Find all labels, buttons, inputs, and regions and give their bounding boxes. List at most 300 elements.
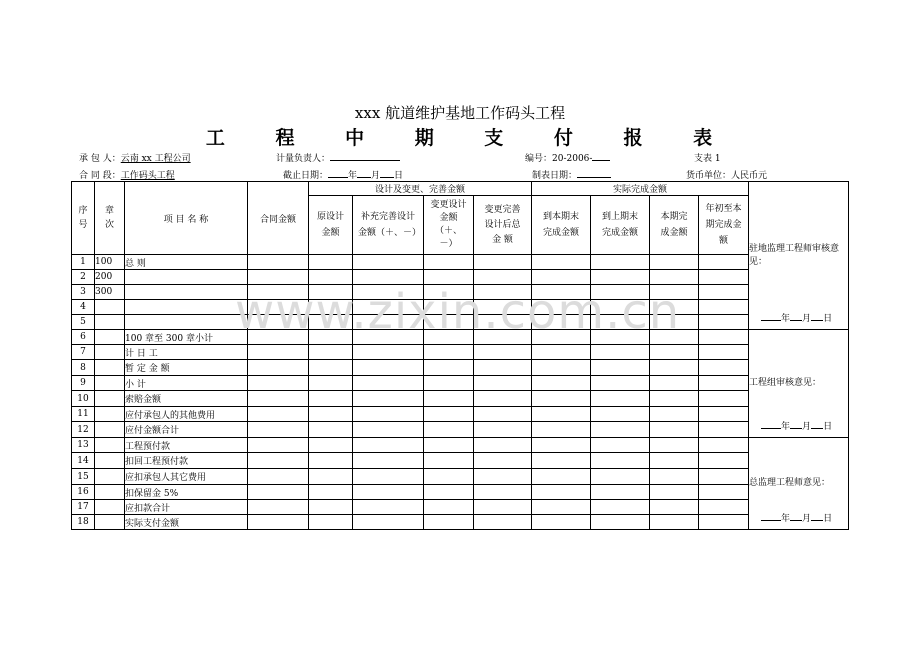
row-seq: 15 bbox=[72, 469, 95, 485]
row-item-name: 100 章至 300 章小计 bbox=[125, 330, 248, 345]
amount-cell bbox=[532, 485, 591, 500]
row-item-name: 应付金额合计 bbox=[125, 422, 248, 438]
amount-cell bbox=[699, 469, 749, 485]
amount-cell bbox=[650, 515, 699, 530]
amount-cell bbox=[650, 270, 699, 285]
amount-cell bbox=[591, 485, 650, 500]
row-chapter: 300 bbox=[95, 285, 125, 300]
amount-cell bbox=[309, 469, 353, 485]
chief-engineer-date-blank-4 bbox=[811, 511, 823, 521]
group-actual: 实际完成金额 bbox=[532, 182, 749, 196]
amount-cell bbox=[424, 330, 474, 345]
amount-cell bbox=[424, 407, 474, 422]
amount-cell bbox=[353, 422, 424, 438]
table-row bbox=[72, 360, 849, 376]
row-item-name: 应付承包人的其他费用 bbox=[125, 407, 248, 422]
table-row bbox=[72, 315, 849, 330]
table-row bbox=[72, 438, 849, 453]
amount-cell bbox=[424, 438, 474, 453]
amount-cell bbox=[699, 422, 749, 438]
row-item-name bbox=[125, 270, 248, 285]
amount-cell bbox=[532, 315, 591, 330]
row-item-name: 扣保留金 5% bbox=[125, 485, 248, 500]
amount-cell bbox=[353, 515, 424, 530]
amount-cell bbox=[699, 407, 749, 422]
amount-cell bbox=[591, 407, 650, 422]
amount-cell bbox=[353, 360, 424, 376]
resident-engineer-cell bbox=[749, 182, 849, 330]
amount-cell bbox=[699, 515, 749, 530]
amount-cell bbox=[699, 438, 749, 453]
row-chapter bbox=[95, 330, 125, 345]
chief-engineer-date-blank-2 bbox=[790, 511, 802, 521]
amount-cell bbox=[699, 391, 749, 407]
amount-cell bbox=[650, 360, 699, 376]
amount-cell bbox=[424, 453, 474, 469]
amount-cell bbox=[591, 345, 650, 360]
amount-cell bbox=[591, 270, 650, 285]
amount-cell bbox=[650, 391, 699, 407]
chief-engineer-date-blank-0 bbox=[761, 511, 781, 521]
table-row bbox=[72, 376, 849, 391]
amount-cell bbox=[474, 315, 532, 330]
amount-cell bbox=[309, 485, 353, 500]
amount-cell bbox=[591, 360, 650, 376]
amount-cell bbox=[424, 345, 474, 360]
amount-cell bbox=[650, 407, 699, 422]
row-item-name: 暂 定 金 额 bbox=[125, 360, 248, 376]
cutoff-year-blank bbox=[328, 168, 348, 178]
amount-cell bbox=[699, 345, 749, 360]
row-seq: 13 bbox=[72, 438, 95, 453]
amount-cell bbox=[248, 376, 309, 391]
contractor-value: 云南 xx 工程公司 bbox=[120, 154, 191, 164]
amount-cell bbox=[309, 453, 353, 469]
amount-cell bbox=[699, 315, 749, 330]
amount-cell bbox=[353, 270, 424, 285]
table-row bbox=[72, 422, 849, 438]
number-blank bbox=[592, 151, 610, 161]
row-item-name bbox=[125, 300, 248, 315]
amount-cell bbox=[532, 270, 591, 285]
amount-cell bbox=[474, 500, 532, 515]
amount-cell bbox=[353, 438, 424, 453]
row-chapter bbox=[95, 500, 125, 515]
amount-cell bbox=[474, 285, 532, 300]
amount-cell bbox=[424, 515, 474, 530]
amount-cell bbox=[424, 315, 474, 330]
col-ytd-text: 年初至本期完成金额 bbox=[705, 204, 742, 246]
table-row bbox=[72, 500, 849, 515]
amount-cell bbox=[424, 300, 474, 315]
row-item-name: 应扣款合计 bbox=[125, 500, 248, 515]
amount-cell bbox=[591, 422, 650, 438]
row-seq: 12 bbox=[72, 422, 95, 438]
amount-cell bbox=[353, 453, 424, 469]
amount-cell bbox=[424, 422, 474, 438]
col-supplement bbox=[353, 196, 424, 255]
chief-engineer-label: 总监理工程师意见： bbox=[749, 478, 831, 488]
amount-cell bbox=[532, 360, 591, 376]
amount-cell bbox=[474, 345, 532, 360]
row-item-name: 工程预付款 bbox=[125, 438, 248, 453]
row-chapter bbox=[95, 515, 125, 530]
number-label: 编号：20-2006- bbox=[525, 154, 593, 164]
amount-cell bbox=[532, 469, 591, 485]
table-row bbox=[72, 330, 849, 345]
measure-label: 计量负责人： bbox=[276, 154, 331, 164]
amount-cell bbox=[474, 453, 532, 469]
amount-cell bbox=[532, 300, 591, 315]
amount-cell bbox=[353, 407, 424, 422]
row-seq: 2 bbox=[72, 270, 95, 285]
amount-cell bbox=[532, 422, 591, 438]
amount-cell bbox=[248, 500, 309, 515]
row-chapter bbox=[95, 315, 125, 330]
made-date-label: 制表日期： bbox=[532, 171, 578, 181]
amount-cell bbox=[353, 315, 424, 330]
amount-cell bbox=[248, 438, 309, 453]
col-ytd bbox=[699, 196, 749, 255]
amount-cell bbox=[248, 330, 309, 345]
group-review-date-blank-4 bbox=[811, 419, 823, 429]
col-seq bbox=[72, 182, 95, 255]
group-review-date-month: 月 bbox=[802, 422, 812, 432]
currency-unit: 货币单位：人民币元 bbox=[686, 171, 768, 181]
table-row bbox=[72, 300, 849, 315]
amount-cell bbox=[474, 515, 532, 530]
amount-cell bbox=[353, 285, 424, 300]
amount-cell bbox=[248, 300, 309, 315]
row-chapter bbox=[95, 391, 125, 407]
amount-cell bbox=[650, 485, 699, 500]
amount-cell bbox=[591, 376, 650, 391]
table-row bbox=[72, 270, 849, 285]
row-seq: 11 bbox=[72, 407, 95, 422]
row-chapter bbox=[95, 376, 125, 391]
amount-cell bbox=[248, 315, 309, 330]
col-to-prev bbox=[591, 196, 650, 255]
table-row bbox=[72, 407, 849, 422]
row-chapter bbox=[95, 438, 125, 453]
cutoff-day: 日 bbox=[394, 171, 404, 181]
chief-engineer-date-year: 年 bbox=[781, 514, 791, 524]
amount-cell bbox=[591, 300, 650, 315]
resident-engineer-label: 驻地监理工程师审核意见： bbox=[749, 243, 840, 267]
row-chapter: 100 bbox=[95, 255, 125, 270]
amount-cell bbox=[309, 391, 353, 407]
col-item: 项 目 名 称 bbox=[125, 182, 248, 255]
amount-cell bbox=[699, 485, 749, 500]
row-seq: 7 bbox=[72, 345, 95, 360]
measure-line bbox=[276, 151, 400, 164]
table-row bbox=[72, 453, 849, 469]
table-row bbox=[72, 469, 849, 485]
table-row bbox=[72, 255, 849, 270]
amount-cell bbox=[474, 360, 532, 376]
amount-cell bbox=[309, 438, 353, 453]
amount-cell bbox=[353, 500, 424, 515]
amount-cell bbox=[248, 422, 309, 438]
cutoff-line bbox=[283, 168, 403, 181]
amount-cell bbox=[309, 345, 353, 360]
amount-cell bbox=[353, 376, 424, 391]
amount-cell bbox=[699, 360, 749, 376]
amount-cell bbox=[353, 300, 424, 315]
group-review-date-blank-2 bbox=[790, 419, 802, 429]
col-change-text: 变更设计金额（＋、－） bbox=[430, 200, 467, 249]
amount-cell bbox=[650, 422, 699, 438]
row-item-name: 计 日 工 bbox=[125, 345, 248, 360]
amount-cell bbox=[591, 515, 650, 530]
col-chapter-text: 章次 bbox=[104, 206, 114, 230]
amount-cell bbox=[248, 391, 309, 407]
amount-cell bbox=[699, 500, 749, 515]
amount-cell bbox=[474, 300, 532, 315]
amount-cell bbox=[474, 407, 532, 422]
header-row-1 bbox=[72, 182, 849, 196]
amount-cell bbox=[591, 500, 650, 515]
col-original bbox=[309, 196, 353, 255]
amount-cell bbox=[248, 485, 309, 500]
amount-cell bbox=[309, 407, 353, 422]
group-review-date-day: 日 bbox=[823, 422, 833, 432]
col-chapter bbox=[95, 182, 125, 255]
made-date-line bbox=[532, 168, 611, 181]
amount-cell bbox=[248, 255, 309, 270]
amount-cell bbox=[532, 407, 591, 422]
cutoff-month-blank bbox=[357, 168, 371, 178]
amount-cell bbox=[650, 453, 699, 469]
group-review-date-blank-0 bbox=[761, 419, 781, 429]
amount-cell bbox=[248, 453, 309, 469]
amount-cell bbox=[424, 469, 474, 485]
amount-cell bbox=[309, 315, 353, 330]
row-item-name bbox=[125, 285, 248, 300]
row-seq: 17 bbox=[72, 500, 95, 515]
group-design: 设计及变更、完善金额 bbox=[309, 182, 532, 196]
amount-cell bbox=[309, 500, 353, 515]
amount-cell bbox=[309, 376, 353, 391]
amount-cell bbox=[532, 345, 591, 360]
amount-cell bbox=[248, 469, 309, 485]
amount-cell bbox=[474, 391, 532, 407]
amount-cell bbox=[591, 330, 650, 345]
amount-cell bbox=[591, 438, 650, 453]
amount-cell bbox=[532, 391, 591, 407]
cutoff-day-blank bbox=[380, 168, 394, 178]
amount-cell bbox=[532, 515, 591, 530]
number-line bbox=[525, 151, 610, 164]
amount-cell bbox=[591, 469, 650, 485]
col-current-text: 本期完成金额 bbox=[660, 212, 688, 238]
row-chapter bbox=[95, 485, 125, 500]
amount-cell bbox=[650, 330, 699, 345]
row-seq: 1 bbox=[72, 255, 95, 270]
amount-cell bbox=[699, 255, 749, 270]
amount-cell bbox=[353, 330, 424, 345]
amount-cell bbox=[532, 285, 591, 300]
row-chapter bbox=[95, 469, 125, 485]
payment-table bbox=[71, 181, 849, 530]
resident-signature-date bbox=[761, 311, 832, 326]
amount-cell bbox=[591, 255, 650, 270]
form-number: 支表 1 bbox=[694, 154, 721, 164]
amount-cell bbox=[474, 376, 532, 391]
amount-cell bbox=[424, 485, 474, 500]
row-seq: 8 bbox=[72, 360, 95, 376]
amount-cell bbox=[248, 515, 309, 530]
sig1-year: 年 bbox=[781, 314, 791, 324]
section-label: 合 同 段： bbox=[79, 171, 121, 181]
amount-cell bbox=[699, 270, 749, 285]
table-row bbox=[72, 285, 849, 300]
col-contract: 合同金额 bbox=[248, 182, 309, 255]
amount-cell bbox=[591, 285, 650, 300]
group-review-date-year: 年 bbox=[781, 422, 791, 432]
amount-cell bbox=[309, 285, 353, 300]
amount-cell bbox=[699, 330, 749, 345]
chief-engineer-date-month: 月 bbox=[802, 514, 812, 524]
row-seq: 18 bbox=[72, 515, 95, 530]
row-seq: 9 bbox=[72, 376, 95, 391]
row-item-name: 实际支付金额 bbox=[125, 515, 248, 530]
row-seq: 4 bbox=[72, 300, 95, 315]
amount-cell bbox=[248, 285, 309, 300]
row-chapter bbox=[95, 300, 125, 315]
made-date-blank bbox=[577, 168, 611, 178]
amount-cell bbox=[309, 422, 353, 438]
row-chapter bbox=[95, 422, 125, 438]
amount-cell bbox=[650, 315, 699, 330]
amount-cell bbox=[650, 345, 699, 360]
amount-cell bbox=[309, 270, 353, 285]
amount-cell bbox=[248, 345, 309, 360]
amount-cell bbox=[532, 500, 591, 515]
amount-cell bbox=[309, 330, 353, 345]
cutoff-month: 月 bbox=[371, 171, 381, 181]
col-seq-text: 序号 bbox=[78, 206, 88, 230]
amount-cell bbox=[248, 407, 309, 422]
amount-cell bbox=[591, 453, 650, 469]
col-to-end bbox=[532, 196, 591, 255]
amount-cell bbox=[532, 255, 591, 270]
amount-cell bbox=[591, 315, 650, 330]
amount-cell bbox=[424, 255, 474, 270]
group-review-cell bbox=[749, 330, 849, 438]
chief-engineer-cell bbox=[749, 438, 849, 530]
col-original-text: 原设计金额 bbox=[316, 212, 344, 238]
section-value: 工作码头工程 bbox=[120, 171, 175, 181]
amount-cell bbox=[532, 453, 591, 469]
amount-cell bbox=[650, 469, 699, 485]
sig1-year-blank bbox=[761, 311, 781, 321]
sig1-day: 日 bbox=[823, 314, 833, 324]
amount-cell bbox=[353, 469, 424, 485]
row-seq: 5 bbox=[72, 315, 95, 330]
table-row bbox=[72, 391, 849, 407]
amount-cell bbox=[309, 255, 353, 270]
col-to-prev-text: 到上期末完成金额 bbox=[602, 212, 639, 238]
row-item-name: 小 计 bbox=[125, 376, 248, 391]
col-to-end-text: 到本期末完成金额 bbox=[543, 212, 580, 238]
amount-cell bbox=[699, 453, 749, 469]
amount-cell bbox=[532, 376, 591, 391]
table-row bbox=[72, 485, 849, 500]
row-seq: 3 bbox=[72, 285, 95, 300]
amount-cell bbox=[424, 285, 474, 300]
section-line bbox=[79, 168, 175, 181]
amount-cell bbox=[309, 515, 353, 530]
row-item-name: 总 则 bbox=[125, 255, 248, 270]
amount-cell bbox=[424, 391, 474, 407]
amount-cell bbox=[474, 438, 532, 453]
group-review-label: 工程组审核意见： bbox=[749, 378, 822, 388]
contractor-line bbox=[79, 151, 191, 164]
measure-blank bbox=[330, 151, 400, 161]
row-seq: 14 bbox=[72, 453, 95, 469]
chief-engineer-date-day: 日 bbox=[823, 514, 833, 524]
amount-cell bbox=[699, 300, 749, 315]
amount-cell bbox=[650, 438, 699, 453]
table-row bbox=[72, 345, 849, 360]
amount-cell bbox=[309, 360, 353, 376]
cutoff-label: 截止日期： bbox=[283, 171, 329, 181]
sig1-day-blank bbox=[811, 311, 823, 321]
amount-cell bbox=[248, 270, 309, 285]
col-current bbox=[650, 196, 699, 255]
row-item-name: 扣回工程预付款 bbox=[125, 453, 248, 469]
amount-cell bbox=[353, 255, 424, 270]
chief-engineer-signature-date bbox=[761, 511, 832, 526]
amount-cell bbox=[353, 345, 424, 360]
amount-cell bbox=[424, 376, 474, 391]
contractor-label: 承 包 人： bbox=[79, 154, 121, 164]
amount-cell bbox=[699, 285, 749, 300]
amount-cell bbox=[699, 376, 749, 391]
amount-cell bbox=[532, 330, 591, 345]
amount-cell bbox=[650, 255, 699, 270]
document-title: xxx 航道维护基地工作码头工程 bbox=[354, 104, 566, 122]
amount-cell bbox=[353, 485, 424, 500]
row-item-name: 索赔金额 bbox=[125, 391, 248, 407]
row-item-name bbox=[125, 315, 248, 330]
row-seq: 16 bbox=[72, 485, 95, 500]
group-review-signature-date bbox=[761, 419, 832, 434]
row-seq: 6 bbox=[72, 330, 95, 345]
cutoff-year: 年 bbox=[348, 171, 358, 181]
row-item-name: 应扣承包人其它费用 bbox=[125, 469, 248, 485]
row-chapter bbox=[95, 407, 125, 422]
row-chapter bbox=[95, 345, 125, 360]
col-after-text: 变更完善设计后总金 额 bbox=[484, 204, 521, 245]
sig1-month: 月 bbox=[802, 314, 812, 324]
amount-cell bbox=[532, 438, 591, 453]
col-change bbox=[424, 196, 474, 255]
row-chapter bbox=[95, 360, 125, 376]
amount-cell bbox=[474, 485, 532, 500]
amount-cell bbox=[650, 500, 699, 515]
col-after bbox=[474, 196, 532, 255]
amount-cell bbox=[474, 330, 532, 345]
amount-cell bbox=[424, 360, 474, 376]
amount-cell bbox=[591, 391, 650, 407]
amount-cell bbox=[474, 469, 532, 485]
sig1-month-blank bbox=[790, 311, 802, 321]
amount-cell bbox=[424, 270, 474, 285]
amount-cell bbox=[248, 360, 309, 376]
col-supplement-text: 补充完善设计金额（＋、－） bbox=[358, 212, 422, 238]
